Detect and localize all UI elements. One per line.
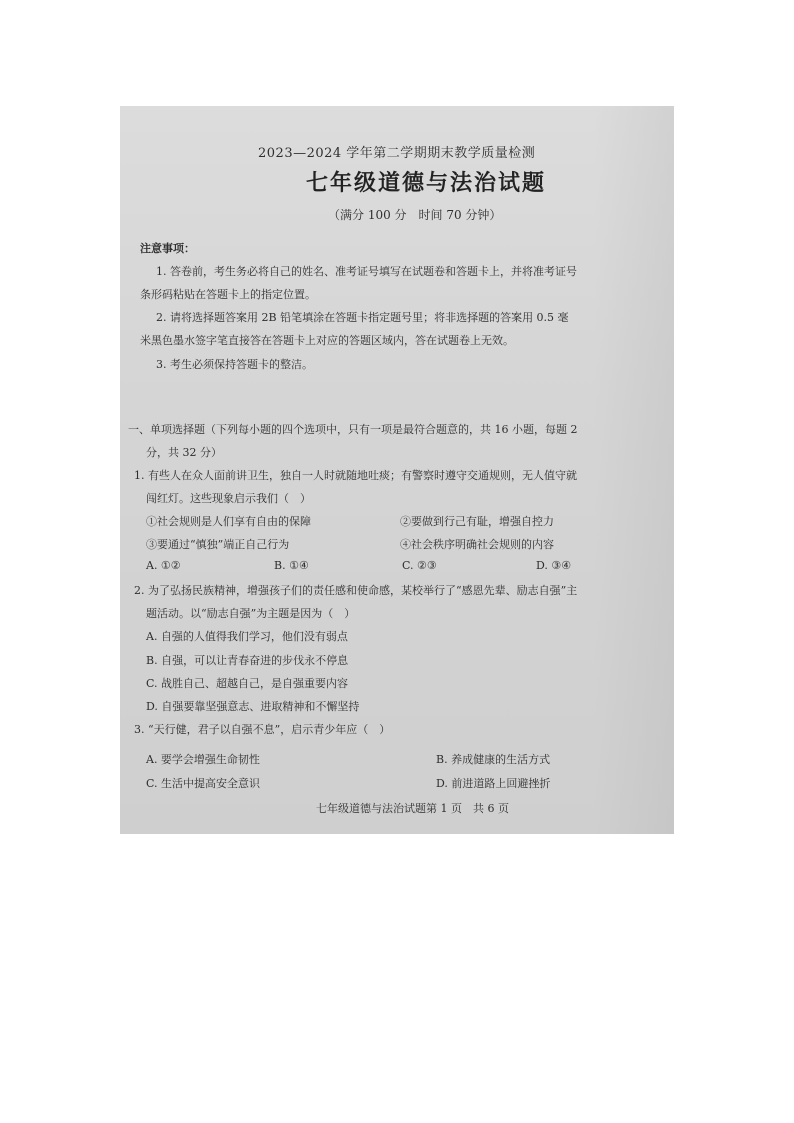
section-1-heading: 一、单项选择题（下列每小题的四个选项中，只有一项是最符合题意的，共 16 小题，每题 2	[128, 423, 578, 436]
q2-option-a: A. 自强的人值得我们学习，他们没有弱点	[146, 630, 348, 643]
exam-title: 七年级道德与法治试题	[306, 170, 547, 196]
q3-option-c: C. 生活中提高安全意识	[146, 777, 261, 790]
q1-statement-3: ③要通过“慎独”端正自己行为	[146, 538, 290, 551]
note-1-line-2: 条形码粘贴在答题卡上的指定位置。	[140, 288, 316, 301]
q1-option-a: A. ①②	[146, 559, 181, 572]
q2-stem-line-2: 题活动。以“励志自强”为主题是因为（ ）	[146, 607, 356, 620]
q1-statement-4: ④社会秩序明确社会规则的内容	[400, 538, 554, 551]
exam-duration: （满分 100 分 时间 70 分钟）	[328, 208, 502, 222]
q1-statement-2: ②要做到行己有耻，增强自控力	[400, 515, 554, 528]
q2-stem-line-1: 2. 为了弘扬民族精神，增强孩子们的责任感和使命感，某校举行了“感恩先辈、励志自强”主	[134, 584, 578, 597]
notes-heading: 注意事项：	[140, 242, 195, 255]
page-footer: 七年级道德与法治试题第 1 页 共 6 页	[316, 802, 509, 815]
note-1-line-1: 1. 答卷前，考生务必将自己的姓名、准考证号填写在试题卷和答题卡上，并将准考证号	[156, 265, 577, 278]
q1-option-c: C. ②③	[402, 559, 437, 572]
q3-option-a: A. 要学会增强生命韧性	[146, 753, 260, 766]
q1-option-b: B. ①④	[274, 559, 309, 572]
note-2-line-2: 米黑色墨水签字笔直接答在答题卡上对应的答题区域内，答在试题卷上无效。	[140, 334, 514, 347]
q2-option-d: D. 自强要靠坚强意志、进取精神和不懈坚持	[146, 700, 360, 713]
q3-option-b: B. 养成健康的生活方式	[436, 753, 551, 766]
note-3: 3. 考生必须保持答题卡的整洁。	[156, 358, 313, 371]
section-1-heading-cont: 分，共 32 分）	[146, 446, 222, 459]
exam-page-photo	[120, 106, 674, 834]
q2-option-c: C. 战胜自己、超越自己，是自强重要内容	[146, 677, 349, 690]
note-2-line-1: 2. 请将选择题答案用 2B 铅笔填涂在答题卡指定题号里；将非选择题的答案用 0.5 毫	[156, 311, 569, 324]
q1-stem-line-2: 闯红灯。这些现象启示我们（ ）	[146, 492, 311, 505]
q2-option-b: B. 自强，可以让青春奋进的步伐永不停息	[146, 654, 349, 667]
q3-option-d: D. 前进道路上回避挫折	[436, 777, 551, 790]
q1-option-d: D. ③④	[536, 559, 572, 572]
q1-statement-1: ①社会规则是人们享有自由的保障	[146, 515, 311, 528]
exam-session-line: 2023—2024 学年第二学期期末教学质量检测	[258, 146, 536, 161]
q1-stem-line-1: 1. 有些人在众人面前讲卫生，独自一人时就随地吐痰；有警察时遵守交通规则，无人值守就	[134, 469, 577, 482]
photo-shadow	[594, 106, 674, 834]
q3-stem: 3. “天行健，君子以自强不息”，启示青少年应（ ）	[134, 723, 391, 736]
